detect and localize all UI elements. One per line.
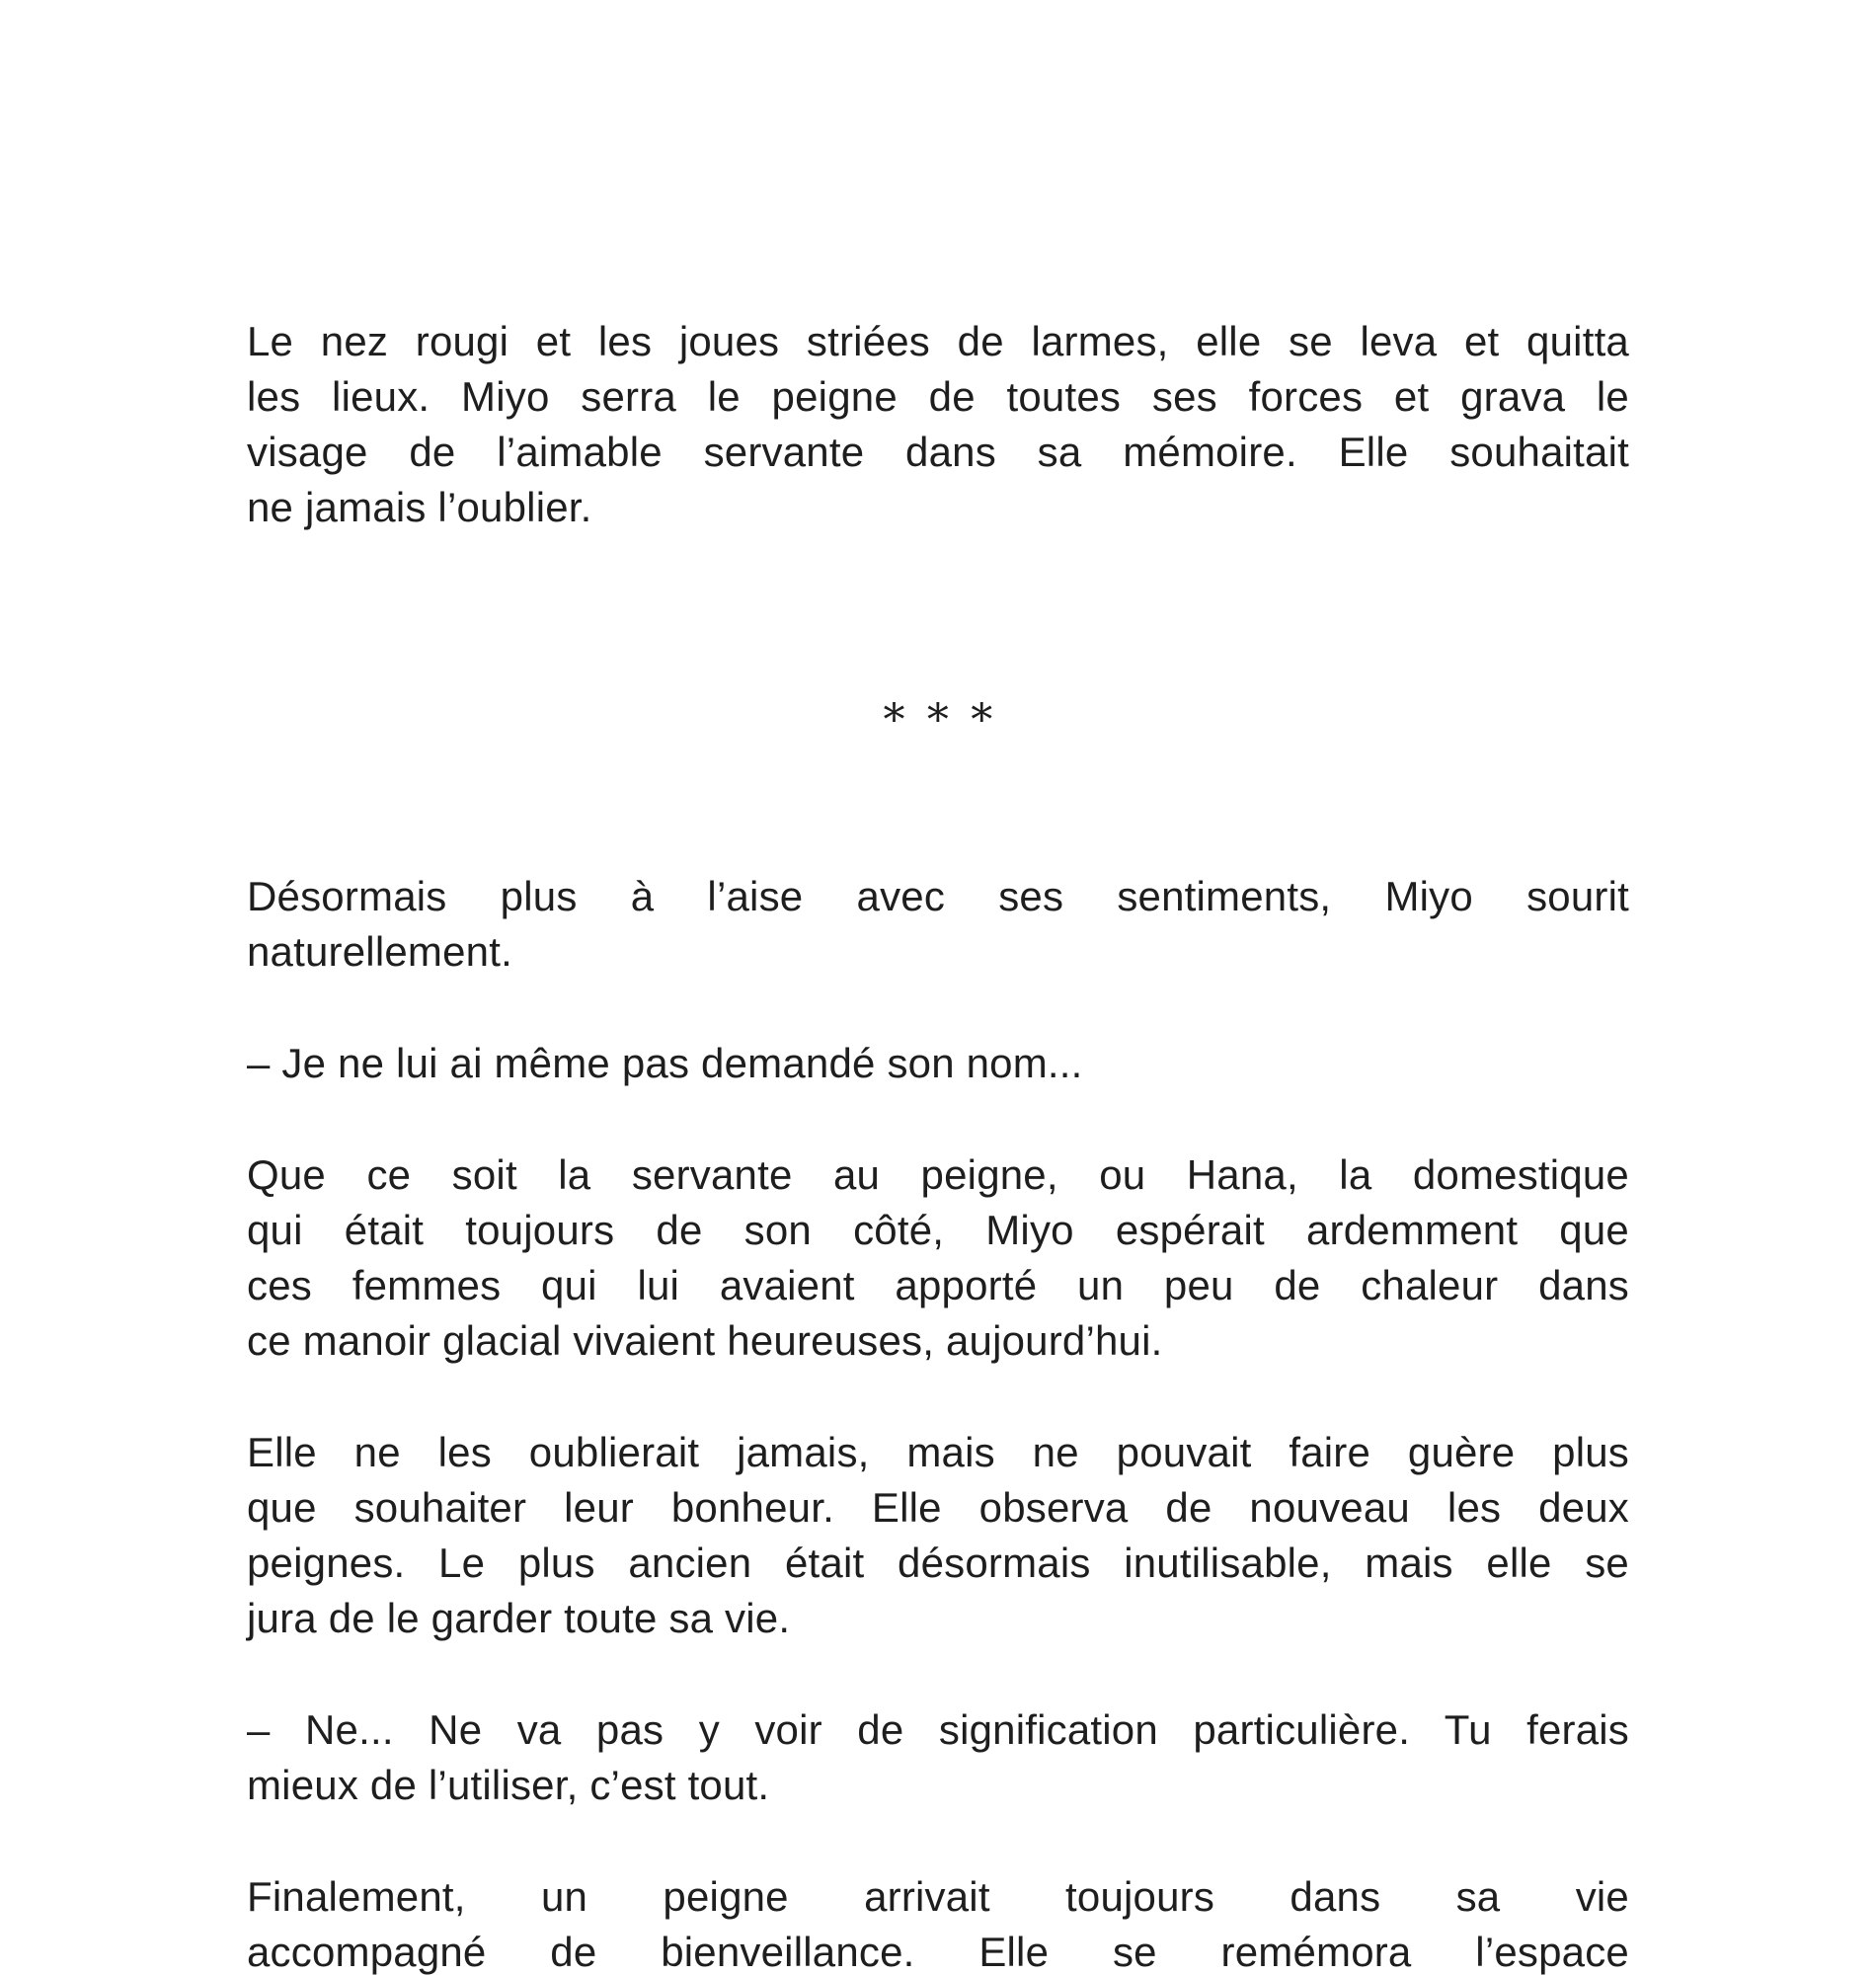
text-line: Finalement, un peigne arrivait toujours dans sa vie [247, 1873, 1629, 1920]
text-line: peignes. Le plus ancien était désormais inutilisable, mais elle se [247, 1540, 1629, 1586]
text-line-clipped: accompagné de bienveillance. Elle se remémora l’espace [247, 1929, 1629, 1975]
text-line: jura de le garder toute sa vie. [247, 1595, 791, 1641]
text-line: Le nez rougi et les joues striées de larmes, elle se leva et quitta [247, 318, 1629, 364]
text-line: Elle ne les oublierait jamais, mais ne pouvait faire guère plus [247, 1429, 1629, 1475]
text-line: – Ne... Ne va pas y voir de signification particulière. Tu ferais [247, 1706, 1629, 1753]
paragraph [247, 869, 1629, 980]
text-line: que souhaiter leur bonheur. Elle observa de nouveau les deux [247, 1484, 1629, 1531]
text-line: qui était toujours de son côté, Miyo espérait ardemment que [247, 1207, 1629, 1253]
text-line: les lieux. Miyo serra le peigne de toutes ses forces et grava le [247, 373, 1629, 420]
text-line: ne jamais l’oublier. [247, 484, 592, 530]
text-line: mieux de l’utiliser, c’est tout. [247, 1762, 770, 1808]
dialogue-line [247, 1702, 1629, 1813]
paragraph [247, 1425, 1629, 1646]
text-line: Que ce soit la servante au peigne, ou Hana, la domestique [247, 1151, 1629, 1198]
text-line: Désormais plus à l’aise avec ses sentiments, Miyo sourit [247, 873, 1629, 919]
dialogue-line [247, 1036, 1629, 1091]
paragraph [247, 1147, 1629, 1369]
paragraph-clipped [247, 1869, 1629, 1975]
text-line: ces femmes qui lui avaient apporté un peu de chaleur dans [247, 1262, 1629, 1308]
paragraph [247, 314, 1629, 535]
text-column [247, 0, 1629, 1975]
scene-separator: * * * [883, 695, 993, 746]
text-line: – Je ne lui ai même pas demandé son nom... [247, 1040, 1083, 1086]
text-line: ce manoir glacial vivaient heureuses, aujourd’hui. [247, 1317, 1163, 1364]
text-line: naturellement. [247, 928, 512, 975]
text-line: visage de l’aimable servante dans sa mémoire. Elle souhaitait [247, 429, 1629, 475]
